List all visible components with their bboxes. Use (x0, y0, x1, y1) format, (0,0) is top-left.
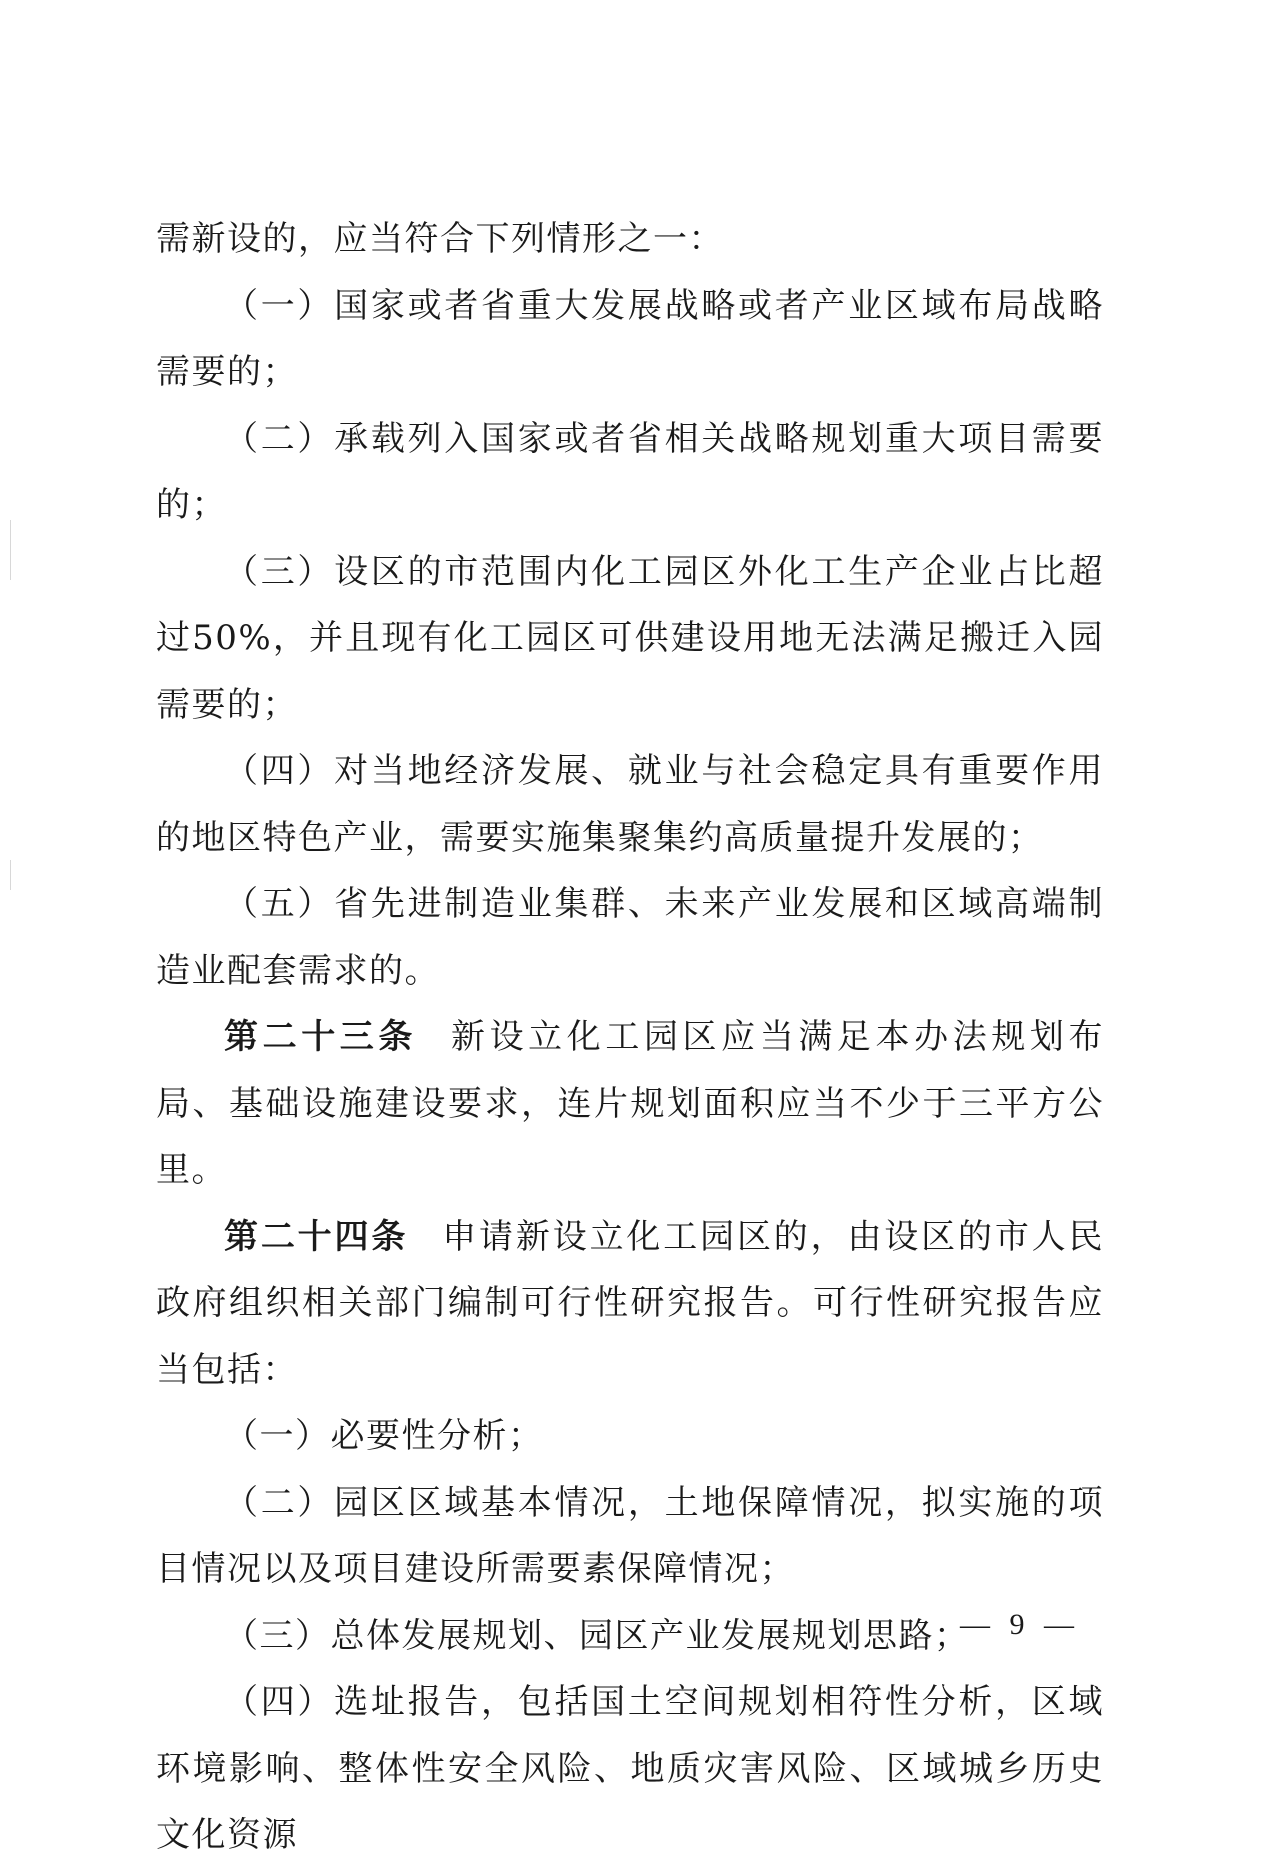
paragraph-item-1: （一）国家或者省重大发展战略或者产业区域布局战略需要的； (156, 285, 1104, 392)
paragraph-intro: 需新设的，应当符合下列情形之一： (156, 219, 724, 259)
article-24-item-3: （三）总体发展规划、园区产业发展规划思路； (224, 1615, 970, 1656)
article-24-item-1: （一）必要性分析； (224, 1416, 544, 1456)
article-24-item-4: （四）选址报告，包括国土空间规划相符性分析，区域环境影响、整体性安全风险、地质灾害风险、区域城乡历史文化资源 (156, 1682, 1104, 1855)
paragraph-item-3: （三）设区的市范围内化工园区外化工生产企业占比超过50%，并且现有化工园区可供建设用地无法满足搬迁入园需要的； (156, 551, 1104, 725)
page-number: — 9 — (960, 1608, 1080, 1641)
scan-margin-mark (10, 520, 11, 580)
article-24 (156, 1204, 1104, 1404)
scan-margin-mark (10, 860, 11, 890)
article-23-text: 新设立化工园区应当满足本办法规划布局、基础设施建设要求，连片规划面积应当不少于三平方公里。 (156, 1017, 1105, 1190)
paragraph-item-5: （五）省先进制造业集群、未来产业发展和区域高端制造业配套需求的。 (156, 884, 1104, 991)
article-24-text: 申请新设立化工园区的，由设区的市人民政府组织相关部门编制可行性研究报告。可行性研究报告应当包括： (156, 1216, 1105, 1390)
article-24-item-2: （二）园区区域基本情况，土地保障情况，拟实施的项目情况以及项目建设所需要素保障情况； (156, 1482, 1104, 1589)
article-23 (156, 1004, 1104, 1204)
paragraph-item-2: （二）承载列入国家或者省相关战略规划重大项目需要的； (156, 418, 1104, 525)
article-24-number: 第二十四条 (224, 1216, 409, 1257)
article-23-number: 第二十三条 (224, 1017, 417, 1057)
paragraph-item-4: （四）对当地经济发展、就业与社会稳定具有重要作用的地区特色产业，需要实施集聚集约高质量提升发展的； (156, 751, 1104, 858)
